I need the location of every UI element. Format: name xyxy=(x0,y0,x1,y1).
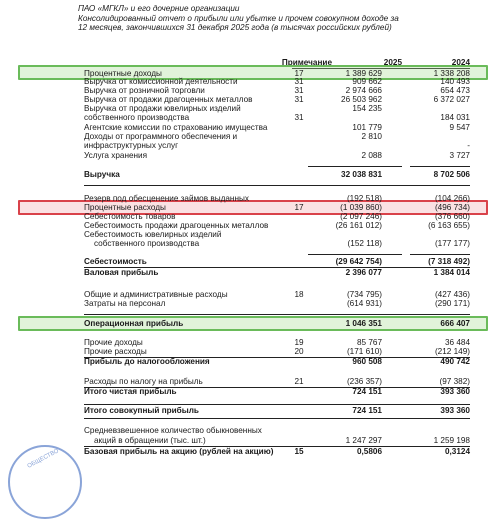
column-header-2025: 2025 xyxy=(383,58,402,67)
row-profit-before-tax: Прибыль до налогообложения 960 508 490 742 xyxy=(84,357,470,366)
row-interest-income: Процентные доходы 17 1 389 629 1 338 208 xyxy=(84,69,470,78)
seal-text: ОБЩЕСТВО xyxy=(26,448,60,470)
section-rule xyxy=(84,314,470,315)
statement-title: Консолидированный отчет о прибыли или убытке и прочем совокупном доходе за xyxy=(78,13,399,23)
row-loan-impairment: Резерв под обесценение займов выданных (192 518) (104 266) xyxy=(84,194,470,203)
subtotal-rule xyxy=(308,254,402,255)
section-rule xyxy=(84,185,470,186)
row-jewelry-revenue: Выручка от продажи ювелирных изделий 154 235 xyxy=(84,104,382,113)
row-weighted-shares-cont: акций в обращении (тыс. шт.) 1 247 297 1 259 198 xyxy=(94,436,470,445)
row-weighted-shares: Средневзвешенное количество обыкновенных xyxy=(84,426,262,435)
row-precious-metals-revenue: Выручка от продажи драгоценных металлов 31 26 503 962 6 372 027 xyxy=(84,95,470,104)
column-header-note: Примечание xyxy=(281,58,332,67)
row-other-expenses: Прочие расходы 20 (171 610) (212 149) xyxy=(84,347,470,356)
row-cost-jewelry: Себестоимость ювелирных изделий xyxy=(84,230,222,239)
column-header-2024: 2024 xyxy=(451,58,470,67)
subtotal-rule xyxy=(308,166,402,167)
row-software-income-cont: инфраструктурных услуг - xyxy=(84,141,470,150)
statement-header xyxy=(78,4,399,33)
row-interest-expense: Процентные расходы 17 (1 039 860) (496 734) xyxy=(84,203,470,212)
subtotal-rule xyxy=(410,254,470,255)
row-cost-precious-metals: Себестоимость продажи драгоценных металлов (26 161 012) (6 163 655) xyxy=(84,221,470,230)
row-storage-service: Услуга хранения 2 088 3 727 xyxy=(84,151,470,160)
company-name: ПАО «МГКЛ» и его дочерние организации xyxy=(78,4,240,13)
row-revenue-total: Выручка 32 038 831 8 702 506 xyxy=(84,170,470,179)
row-net-profit: Итого чистая прибыль 724 151 393 360 xyxy=(84,387,470,396)
row-cost-total: Себестоимость (29 642 754) (7 318 492) xyxy=(84,257,470,266)
subtotal-rule xyxy=(410,166,470,167)
row-software-income: Доходы от программного обеспечения и 2 810 xyxy=(84,132,382,141)
row-personnel-costs: Затраты на персонал (614 931) (290 171) xyxy=(84,299,470,308)
row-gross-profit: Валовая прибыль 2 396 077 1 384 014 xyxy=(84,268,470,277)
row-jewelry-revenue-cont: собственного производства 31 184 031 xyxy=(84,113,470,122)
row-operating-profit: Операционная прибыль 1 046 351 666 407 xyxy=(84,319,470,328)
row-basic-eps: Базовая прибыль на акцию (рублей на акцию) 15 0,5806 0,3124 xyxy=(84,447,470,456)
section-rule xyxy=(84,404,470,405)
row-cost-jewelry-cont: собственного производства (152 118) (177 177) xyxy=(94,239,470,248)
row-income-tax: Расходы по налогу на прибыль 21 (236 357) (97 382) xyxy=(84,377,470,386)
row-total-comprehensive: Итого совокупный прибыль 724 151 393 360 xyxy=(84,406,470,415)
row-other-income: Прочие доходы 19 85 767 36 484 xyxy=(84,338,470,347)
row-cost-of-goods: Себестоимость товаров (2 097 246) (376 660) xyxy=(84,212,470,221)
row-retail-revenue: Выручка от розничной торговли 31 2 974 666 654 473 xyxy=(84,86,470,95)
row-commission-revenue: Выручка от комиссионной деятельности 31 909 662 140 493 xyxy=(84,77,470,86)
row-admin-expenses: Общие и административные расходы 18 (734 795) (427 436) xyxy=(84,290,470,299)
row-agent-commissions: Агентские комиссии по страхованию имущества 101 779 9 547 xyxy=(84,123,470,132)
statement-period: 12 месяцев, закончившихся 31 декабря 2025 года (в тысячах российских рублей) xyxy=(78,23,392,33)
section-rule xyxy=(84,418,470,419)
